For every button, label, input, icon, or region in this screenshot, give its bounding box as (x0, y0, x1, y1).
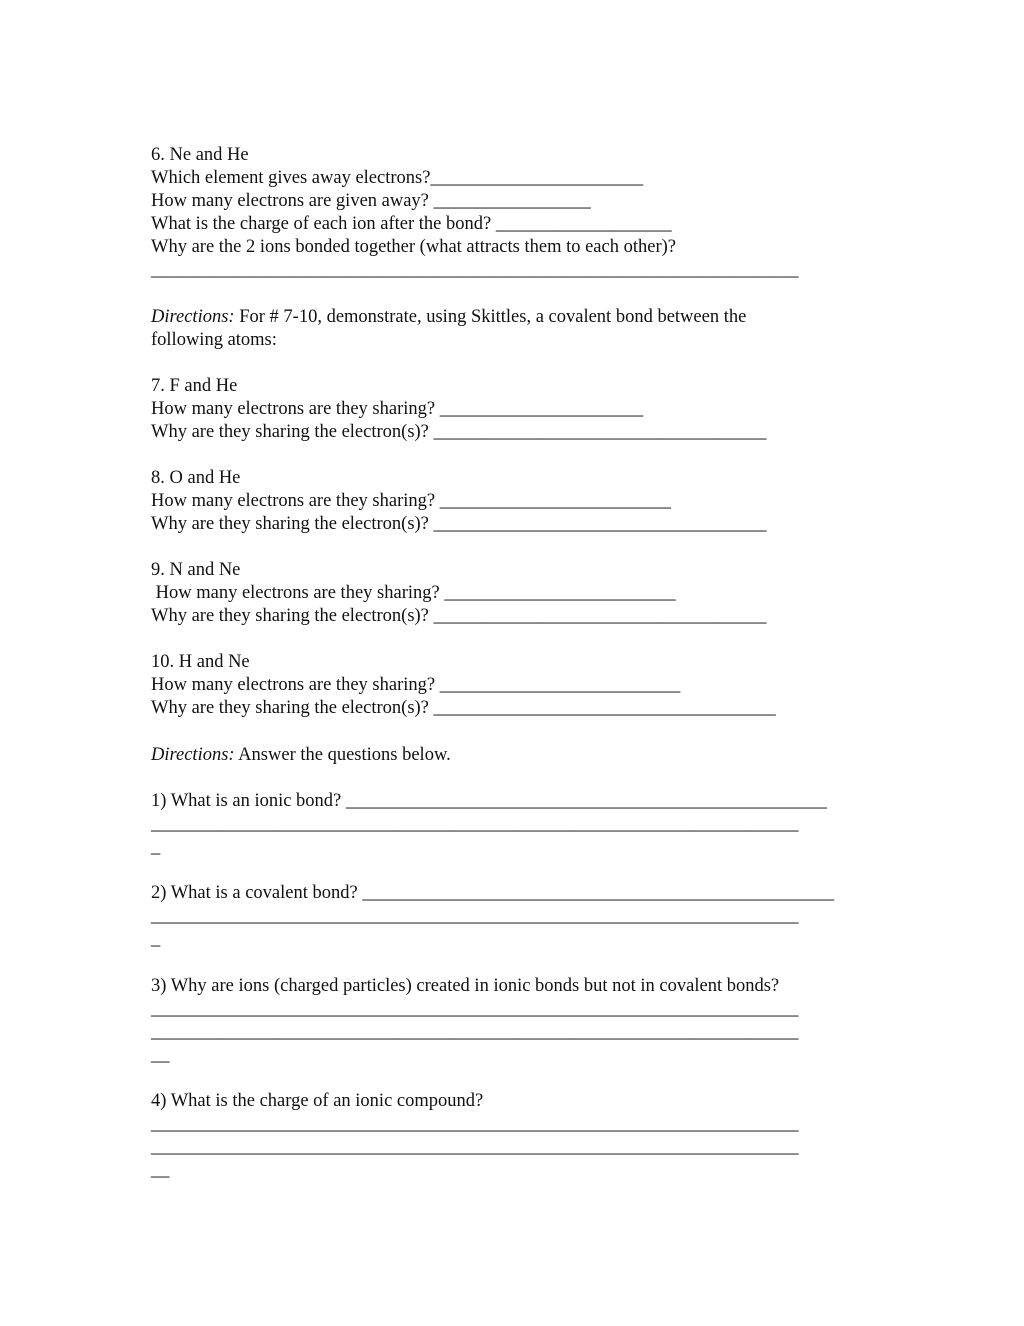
q6-line-4: Why are the 2 ions bonded together (what attracts them to each other)? (151, 237, 676, 257)
q10-title: 10. H and Ne (151, 652, 250, 672)
directions-text: For # 7-10, demonstrate, using Skittles, a covalent bond between the (234, 307, 747, 327)
q7-title: 7. F and He (151, 376, 238, 396)
q8-line-2: Why are they sharing the electron(s)? ____________________________________ (151, 514, 767, 534)
directions-covalent (151, 306, 746, 329)
a2-question: 2) What is a covalent bond? ___________________________________________________ (151, 883, 835, 903)
directions-covalent-cont: following atoms: (151, 330, 277, 350)
a4-answer-line-1: ______________________________________________________________________ (151, 1114, 799, 1134)
a4-answer-tail: __ (151, 1160, 170, 1180)
directions-label: Directions: (151, 745, 235, 765)
q7-line-1: How many electrons are they sharing? ______________________ (151, 399, 644, 419)
directions-label: Directions: (151, 307, 235, 327)
directions-answer (151, 744, 451, 767)
a1-question: 1) What is an ionic bond? ____________________________________________________ (151, 791, 827, 811)
q6-answer-line: ______________________________________________________________________ (151, 260, 799, 280)
q8-line-1: How many electrons are they sharing? _________________________ (151, 491, 671, 511)
q10-line-1: How many electrons are they sharing? __________________________ (151, 675, 681, 695)
q6-line-1: Which element gives away electrons?_______________________ (151, 168, 644, 188)
a3-answer-line-2: ______________________________________________________________________ (151, 1022, 799, 1042)
a1-answer-line: ______________________________________________________________________ (151, 814, 799, 834)
q9-line-2: Why are they sharing the electron(s)? ____________________________________ (151, 606, 767, 626)
q9-line-1: How many electrons are they sharing? _________________________ (151, 583, 676, 603)
a3-answer-line-1: ______________________________________________________________________ (151, 999, 799, 1019)
q8-title: 8. O and He (151, 468, 241, 488)
a3-answer-tail: __ (151, 1045, 170, 1065)
q10-line-2: Why are they sharing the electron(s)? _____________________________________ (151, 698, 776, 718)
a2-answer-tail: _ (151, 929, 161, 949)
a1-answer-tail: _ (151, 837, 161, 857)
q6-line-2: How many electrons are given away? _________________ (151, 191, 591, 211)
a3-question: 3) Why are ions (charged particles) created in ionic bonds but not in covalent bonds? (151, 976, 780, 996)
a2-answer-line: ______________________________________________________________________ (151, 906, 799, 926)
q9-title: 9. N and Ne (151, 560, 241, 580)
q6-title: 6. Ne and He (151, 145, 249, 165)
directions-text: Answer the questions below. (234, 745, 451, 765)
a4-question: 4) What is the charge of an ionic compound? (151, 1091, 484, 1111)
q6-line-3: What is the charge of each ion after the bond? ___________________ (151, 214, 672, 234)
a4-answer-line-2: ______________________________________________________________________ (151, 1137, 799, 1157)
q7-line-2: Why are they sharing the electron(s)? ____________________________________ (151, 422, 767, 442)
